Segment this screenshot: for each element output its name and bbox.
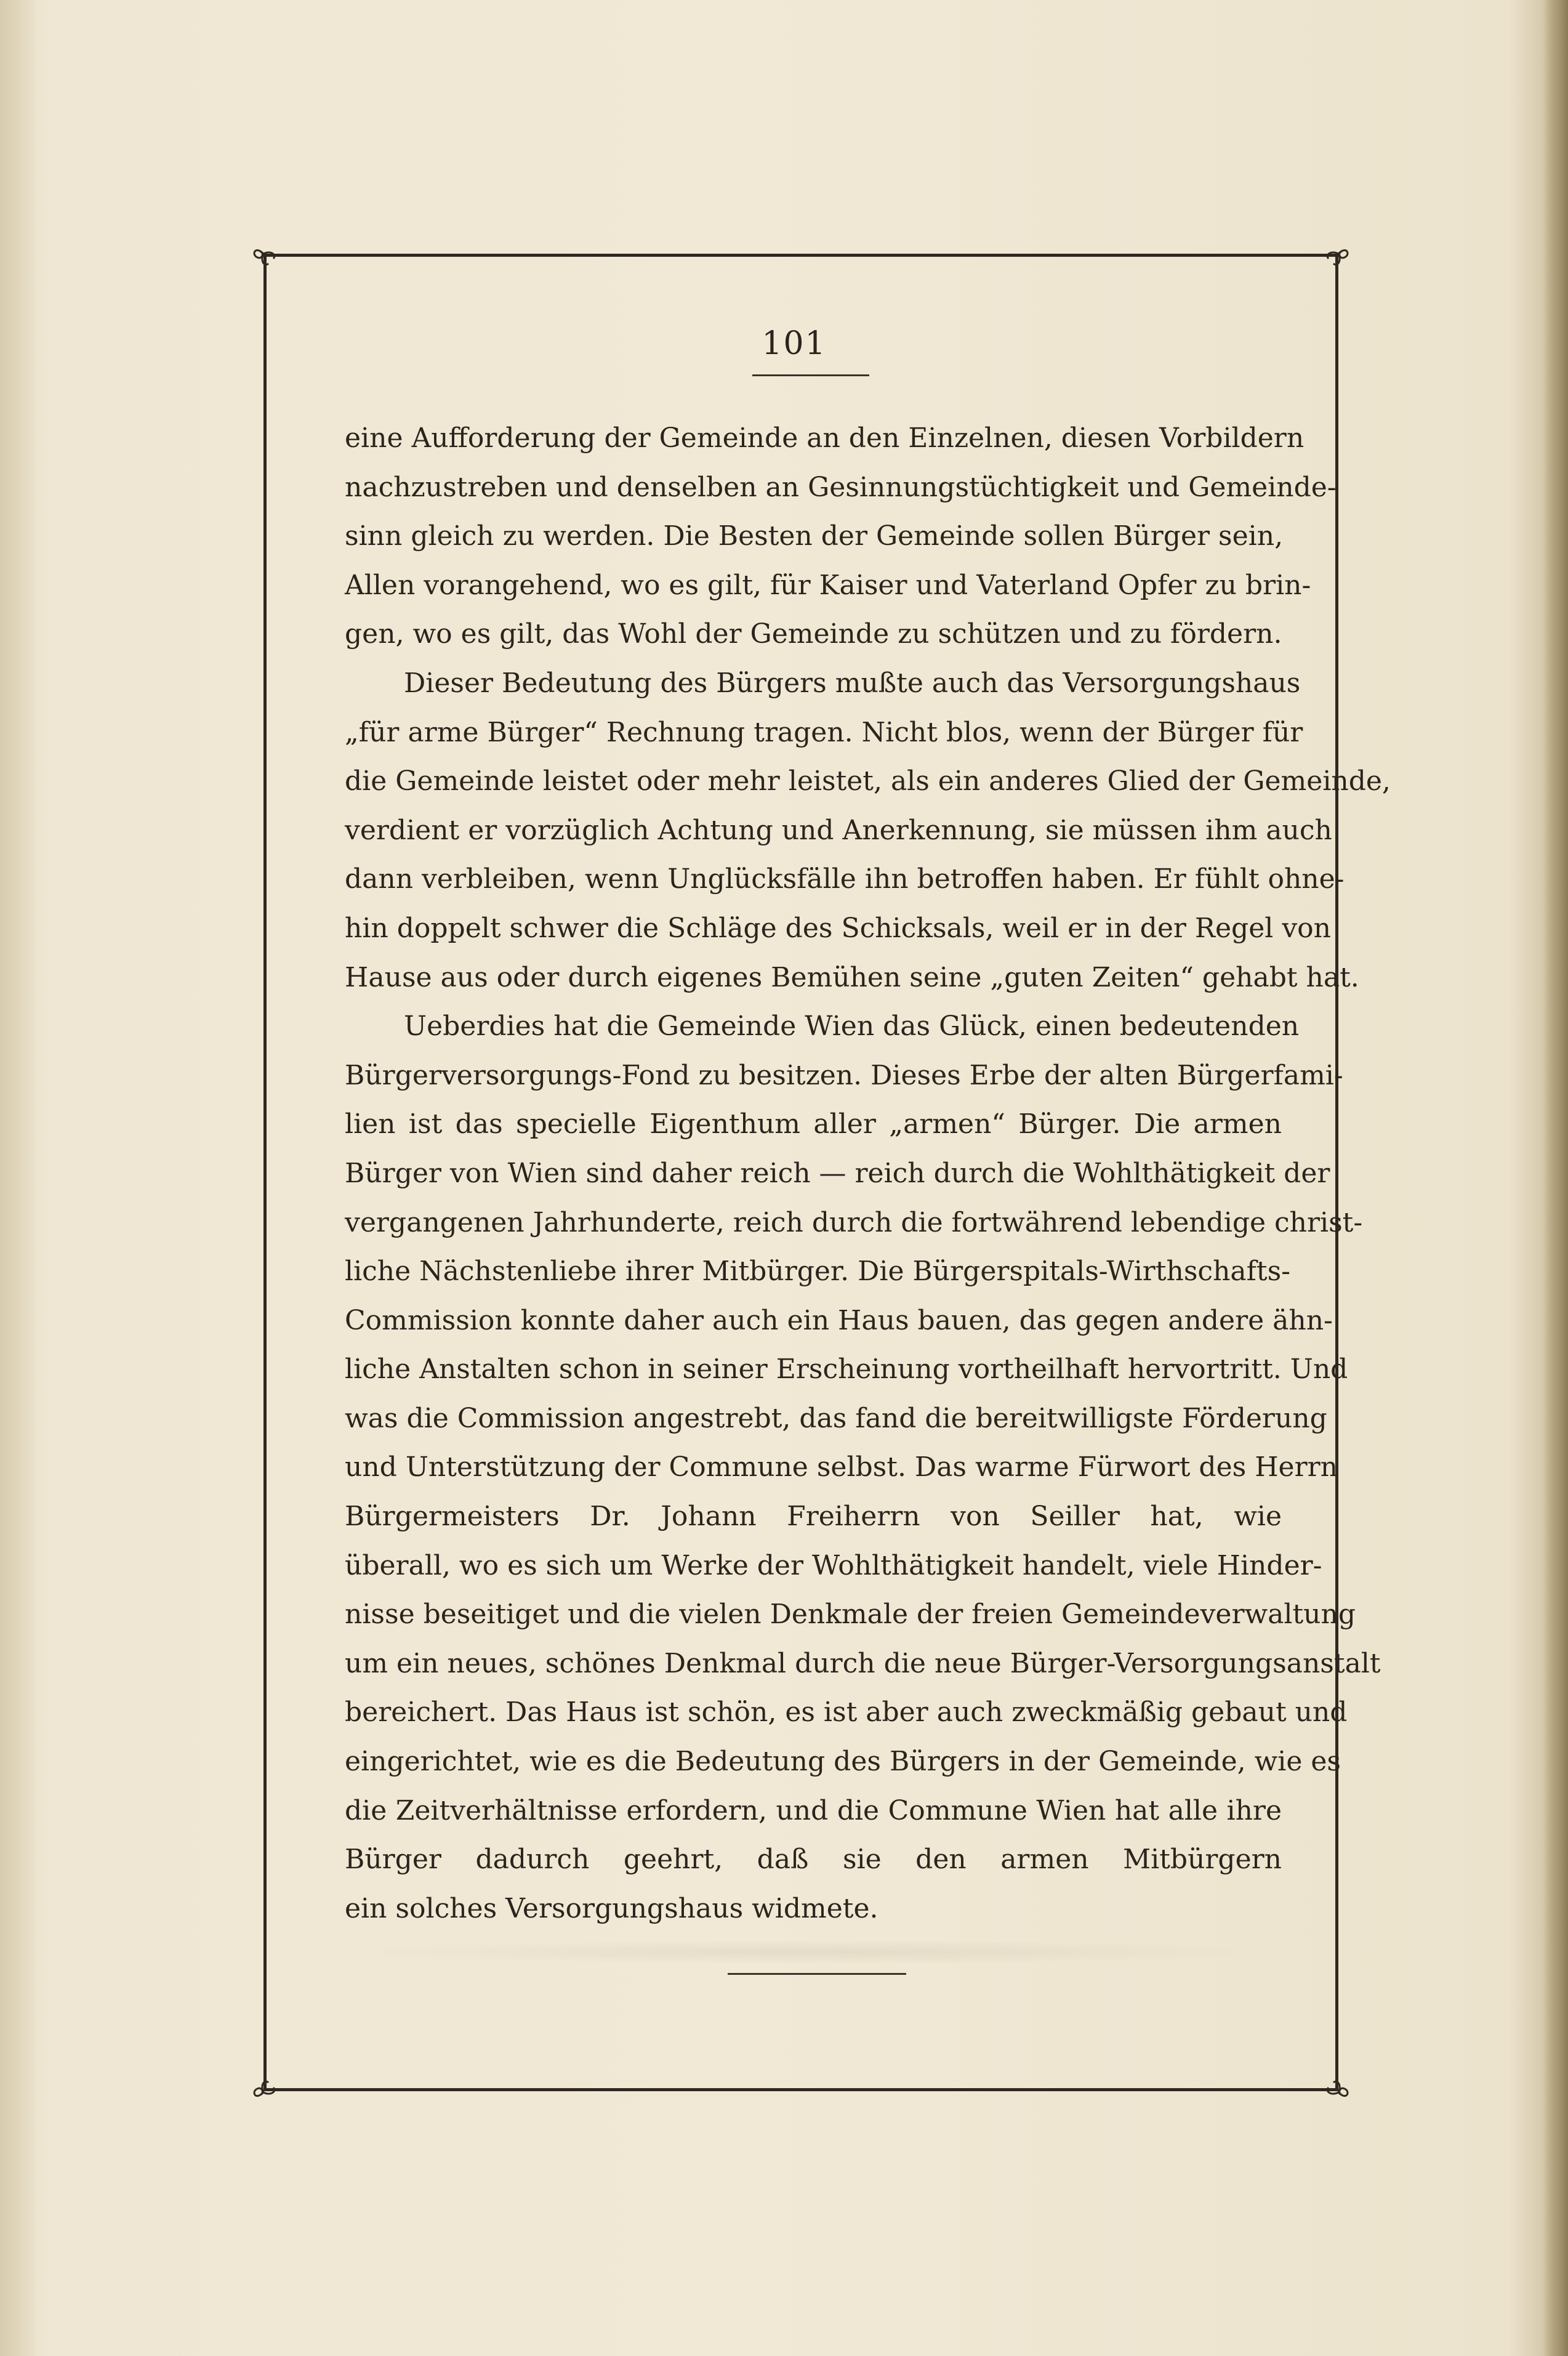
closing-rule	[728, 1973, 906, 1975]
page-number: 101	[762, 325, 827, 362]
page-spine-shadow	[0, 0, 37, 2356]
body-text	[345, 414, 1391, 1933]
text-line: dann verbleiben, wenn Unglücksfälle ihn betroffen haben. Er fühlt ohne-	[345, 863, 1345, 895]
text-line: Bürger dadurch geehrt, daß sie den armen Mitbürgern	[345, 1844, 1282, 1876]
text-line: eine Aufforderung der Gemeinde an den Einzelnen, diesen Vorbildern	[345, 422, 1305, 454]
text-line: liche Nächstenliebe ihrer Mitbürger. Die Bürgerspitals-Wirthschafts-	[345, 1256, 1291, 1288]
text-line: ein solches Versorgungshaus widmete.	[345, 1892, 878, 1924]
text-line: lien ist das specielle Eigenthum aller „armen“ Bürger. Die armen	[345, 1108, 1282, 1140]
text-line: liche Anstalten schon in seiner Erscheinung vortheilhaft hervortritt. Und	[345, 1353, 1348, 1386]
text-line: überall, wo es sich um Werke der Wohlthätigkeit handelt, viele Hinder-	[345, 1549, 1322, 1581]
text-line: vergangenen Jahrhunderte, reich durch die fortwährend lebendige christ-	[345, 1206, 1363, 1238]
text-line: Commission konnte daher auch ein Haus bauen, das gegen andere ähn-	[345, 1304, 1333, 1336]
corner-ornament-icon	[246, 236, 289, 280]
text-line: Bürgerversorgungs-Fond zu besitzen. Dieses Erbe der alten Bürgerfami-	[345, 1059, 1343, 1091]
text-line: nisse beseitiget und die vielen Denkmale der freien Gemeindeverwaltung	[345, 1599, 1356, 1631]
text-line: hin doppelt schwer die Schläge des Schicksals, weil er in der Regel von	[345, 912, 1332, 944]
text-line: Allen vorangehend, wo es gilt, für Kaiser und Vaterland Opfer zu brin-	[345, 569, 1311, 601]
text-line: um ein neues, schönes Denkmal durch die neue Bürger-Versorgungsanstalt	[345, 1647, 1381, 1679]
corner-ornament-icon	[246, 2067, 289, 2110]
text-line: Ueberdies hat die Gemeinde Wien das Glück, einen bedeutenden	[404, 1011, 1300, 1043]
text-line: und Unterstützung der Commune selbst. Das warme Fürwort des Herrn	[345, 1451, 1338, 1483]
text-line: Dieser Bedeutung des Bürgers mußte auch das Versorgungshaus	[404, 667, 1301, 699]
corner-ornament-icon	[1313, 2067, 1356, 2110]
page-edge-shadow	[1543, 0, 1568, 2356]
text-line: eingerichtet, wie es die Bedeutung des Bürgers in der Gemeinde, wie es	[345, 1746, 1341, 1778]
text-line: verdient er vorzüglich Achtung und Anerkennung, sie müssen ihm auch	[345, 814, 1332, 846]
text-line: was die Commission angestrebt, das fand die bereitwilligste Förderung	[345, 1402, 1327, 1434]
text-line: Hause aus oder durch eigenes Bemühen seine „guten Zeiten“ gehabt hat.	[345, 961, 1359, 993]
corner-ornament-icon	[1313, 236, 1356, 280]
text-line: die Zeitverhältnisse erfordern, und die Commune Wien hat alle ihre	[345, 1794, 1282, 1826]
text-line: sinn gleich zu werden. Die Besten der Gemeinde sollen Bürger sein,	[345, 520, 1284, 552]
text-line: Bürgermeisters Dr. Johann Freiherrn von Seiller hat, wie	[345, 1501, 1282, 1533]
text-line: nachzustreben und denselben an Gesinnungstüchtigkeit und Gemeinde-	[345, 471, 1337, 503]
text-line: bereichert. Das Haus ist schön, es ist aber auch zweckmäßig gebaut und	[345, 1696, 1348, 1729]
text-line: die Gemeinde leistet oder mehr leistet, als ein anderes Glied der Gemeinde,	[345, 765, 1391, 797]
page-number-rule	[752, 374, 869, 376]
text-line: gen, wo es gilt, das Wohl der Gemeinde zu schützen und zu fördern.	[345, 618, 1282, 650]
text-line: „für arme Bürger“ Rechnung tragen. Nicht blos, wenn der Bürger für	[345, 716, 1303, 748]
print-smudge	[345, 1940, 1268, 1964]
text-line: Bürger von Wien sind daher reich — reich durch die Wohlthätigkeit der	[345, 1157, 1330, 1189]
